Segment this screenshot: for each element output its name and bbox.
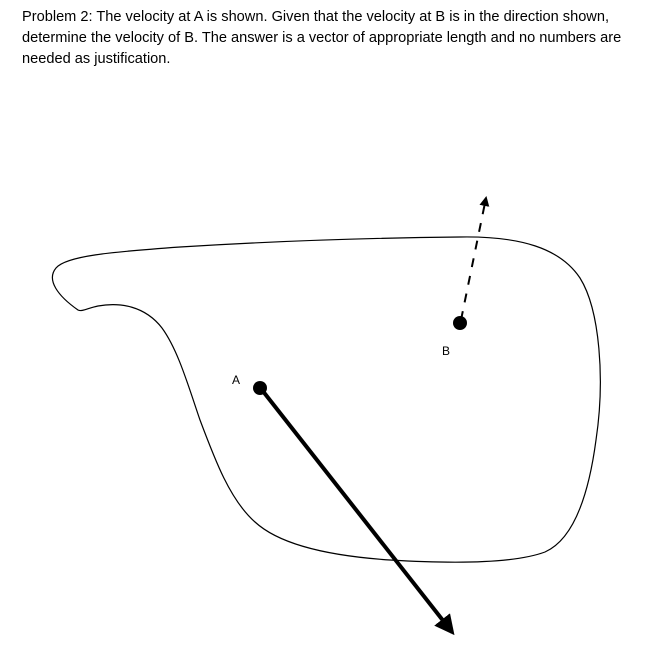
point-b-label: B	[442, 344, 451, 358]
velocity-b-direction	[461, 198, 486, 320]
point-b-dot	[453, 316, 467, 330]
point-a-dot	[253, 381, 267, 395]
body-outline	[52, 237, 600, 562]
problem-statement: Problem 2: The velocity at A is shown. Given that the velocity at B is in the direction shown, determine the velocity of B. The answer is a vector of appropriate length and no numbers are needed as justification.	[22, 9, 622, 67]
point-a-label: A	[232, 373, 241, 387]
velocity-a-vector	[262, 390, 452, 632]
